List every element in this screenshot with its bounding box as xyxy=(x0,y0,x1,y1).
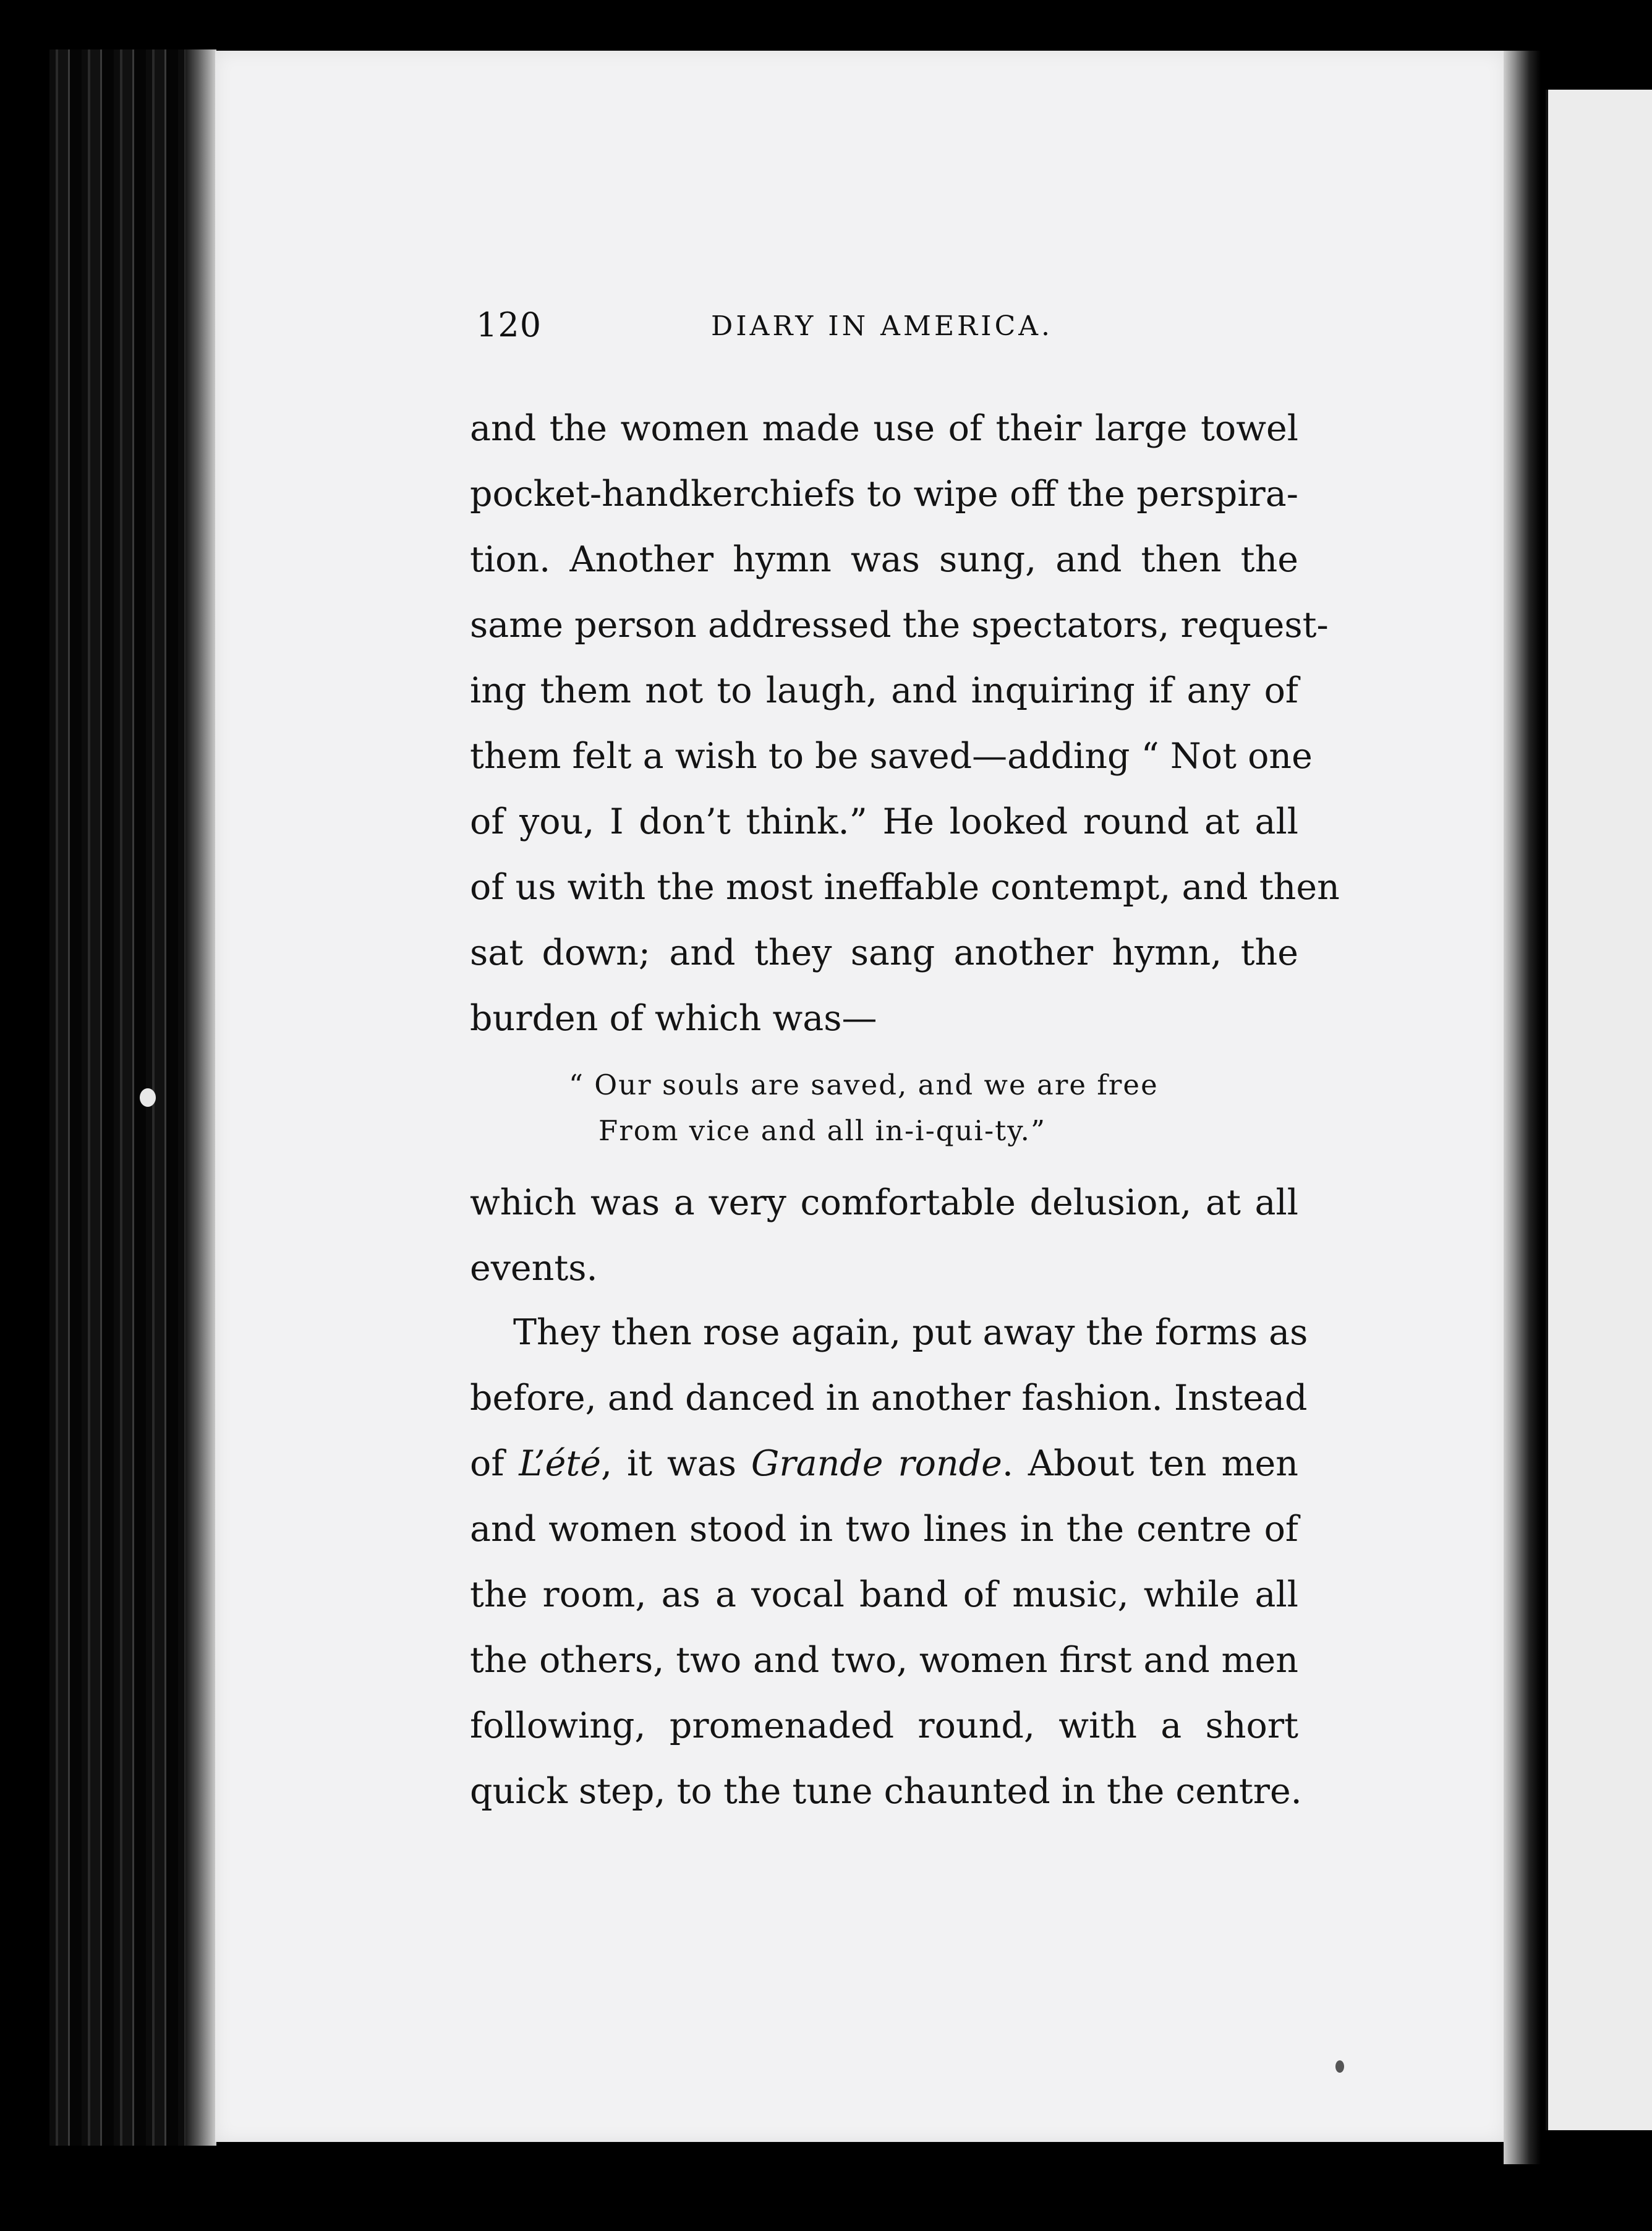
scan-border-top xyxy=(0,0,1652,49)
paragraph-1 xyxy=(470,396,1340,1051)
italic-term: L’été xyxy=(519,1443,601,1484)
text-line: pocket-handkerchiefs to wipe off the perspira- xyxy=(470,474,1298,514)
text-line: which was a very comfortable delusion, at all xyxy=(470,1182,1298,1223)
scan-border-left xyxy=(0,0,49,2231)
text-line: ing them not to laugh, and inquiring if any of xyxy=(470,670,1298,711)
text-run: . About ten men xyxy=(1002,1443,1298,1484)
text-line: before, and danced in another fashion. Instead xyxy=(470,1378,1308,1418)
text-line: They then rose again, put away the forms as xyxy=(513,1312,1308,1353)
italic-term: Grande ronde xyxy=(751,1443,1002,1484)
hymn-verse xyxy=(569,1062,1187,1154)
text-run: , it was xyxy=(600,1443,751,1484)
running-head xyxy=(476,305,1311,343)
text-line: them felt a wish to be saved—adding “ Not one xyxy=(470,736,1313,777)
page-right-edge-shadow xyxy=(1504,51,1541,2165)
adjacent-page-edge xyxy=(1546,90,1652,2130)
paragraph-3 xyxy=(470,1300,1308,1824)
text-line: sat down; and they sang another hymn, the xyxy=(470,932,1298,973)
text-line: and women stood in two lines in the centre of xyxy=(470,1509,1298,1550)
text-line: tion. Another hymn was sung, and then the xyxy=(470,539,1298,580)
paper-speck xyxy=(140,1088,156,1107)
text-line: the others, two and two, women first and men xyxy=(470,1640,1298,1681)
page-gutter-shadow xyxy=(185,49,216,2146)
text-line: events. xyxy=(470,1248,598,1289)
text-line: of us with the most ineffable contempt, and then xyxy=(470,867,1340,908)
page-number: 120 xyxy=(476,305,542,344)
text-line: same person addressed the spectators, request- xyxy=(470,605,1329,646)
book-title-header: DIARY IN AMERICA. xyxy=(711,310,1053,342)
text-line-with-italics xyxy=(470,1431,1298,1496)
text-line: the room, as a vocal band of music, while all xyxy=(470,1574,1298,1615)
text-run: of xyxy=(470,1443,519,1484)
verse-line: From vice and all in-i-qui-ty.” xyxy=(598,1114,1046,1147)
text-line: following, promenaded round, with a short xyxy=(470,1705,1298,1746)
paper-speck xyxy=(1335,2060,1344,2073)
text-line: of you, I don’t think.” He looked round at all xyxy=(470,801,1298,842)
scan-border-bottom xyxy=(0,2164,1652,2231)
text-line: and the women made use of their large towel xyxy=(470,408,1298,449)
verse-line: “ Our souls are saved, and we are free xyxy=(569,1069,1159,1101)
paragraph-2 xyxy=(470,1170,1298,1301)
text-line: burden of which was— xyxy=(470,998,877,1039)
text-line: quick step, to the tune chaunted in the centre. xyxy=(470,1771,1302,1812)
